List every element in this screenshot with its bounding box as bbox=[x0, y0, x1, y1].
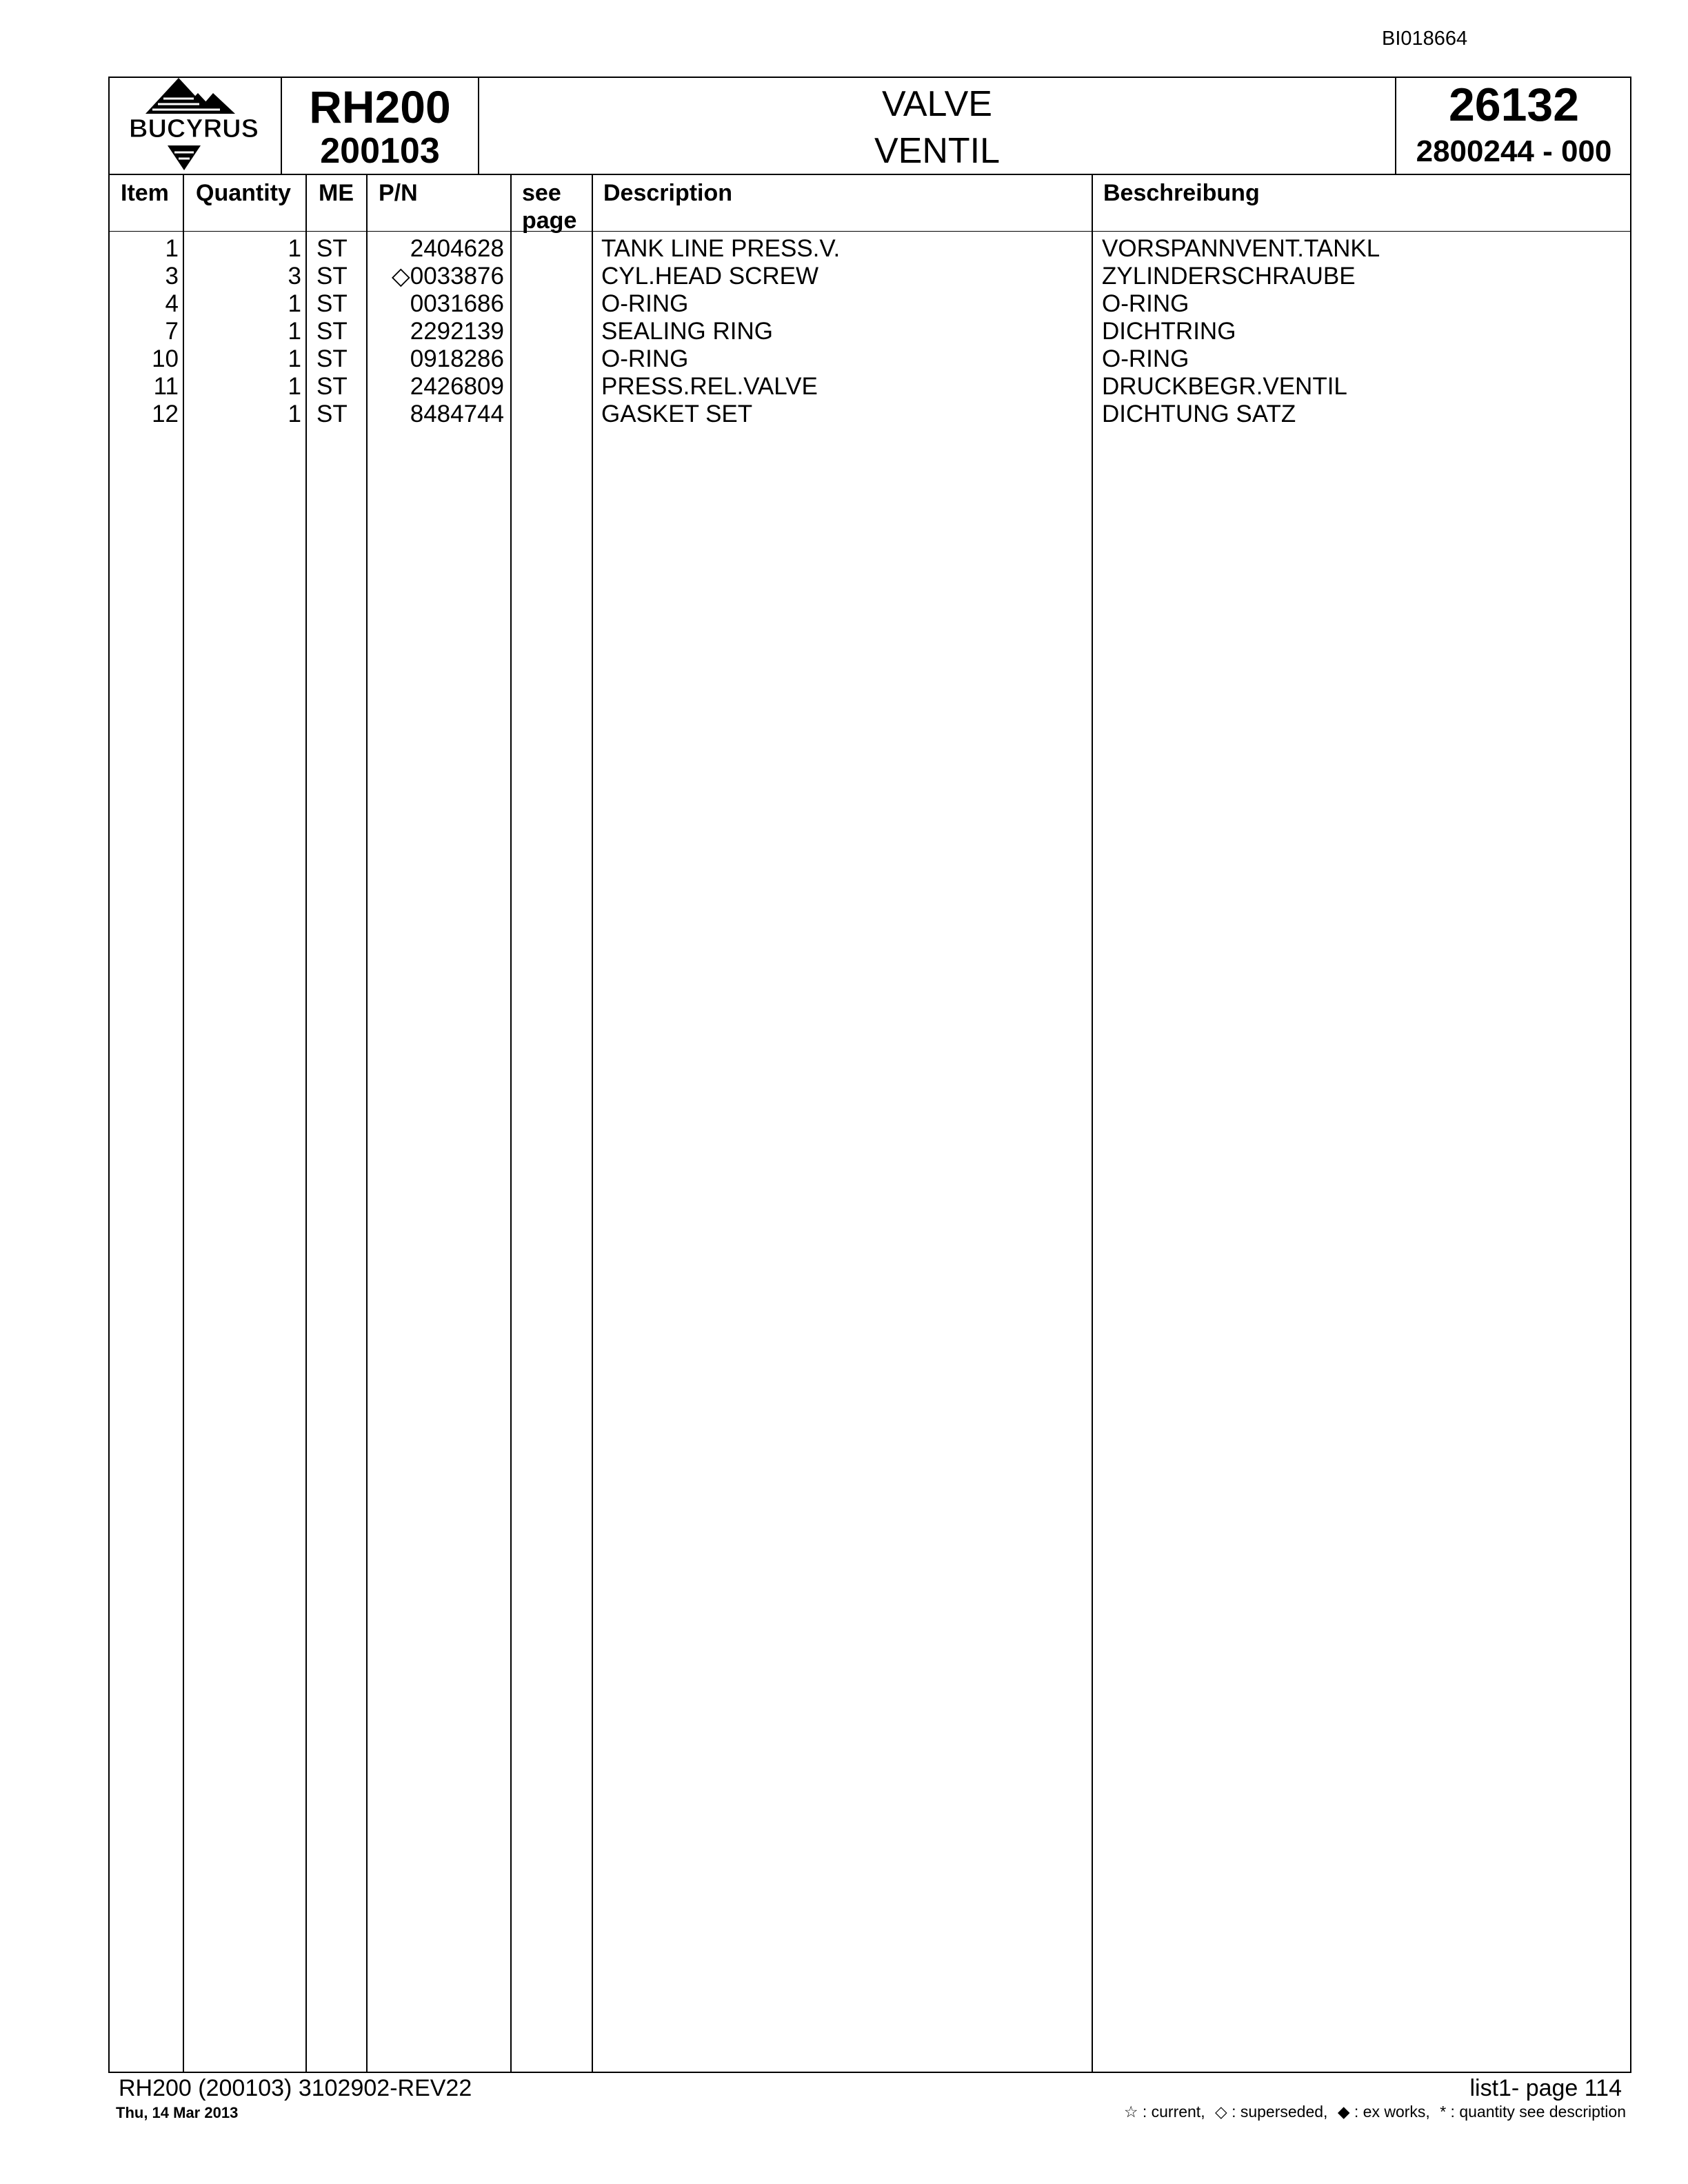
cell-quantity: 1 bbox=[288, 345, 301, 372]
cell-quantity: 1 bbox=[288, 373, 301, 400]
table-row bbox=[110, 290, 1630, 318]
cell-item: 3 bbox=[165, 263, 179, 290]
column-divider bbox=[510, 175, 512, 2072]
cell-description: SEALING RING bbox=[601, 318, 773, 345]
cell-quantity: 1 bbox=[288, 401, 301, 427]
cell-item: 11 bbox=[153, 373, 179, 400]
column-beschreibung: Beschreibung bbox=[1103, 180, 1260, 206]
column-divider bbox=[305, 175, 307, 2072]
parts-list-sheet bbox=[108, 77, 1631, 2073]
column-divider bbox=[592, 175, 593, 2072]
table-row bbox=[110, 373, 1630, 401]
table-row bbox=[110, 263, 1630, 290]
footer-page-number: list1- page 114 bbox=[1469, 2075, 1622, 2101]
cell-me: ST bbox=[316, 290, 348, 317]
cell-beschreibung: O-RING bbox=[1102, 345, 1189, 372]
bucyrus-logo bbox=[110, 78, 279, 174]
table-row bbox=[110, 345, 1630, 373]
title-german: VENTIL bbox=[874, 131, 1001, 171]
cell-part-number: 2292139 bbox=[410, 318, 504, 345]
column-header-row bbox=[110, 175, 1630, 232]
cell-item: 7 bbox=[165, 318, 179, 345]
cell-item: 4 bbox=[165, 290, 179, 317]
group-number-cell bbox=[1396, 78, 1631, 174]
symbol-legend bbox=[1124, 2103, 1631, 2121]
cell-item: 1 bbox=[165, 235, 179, 262]
legend-superseded: ◇ : superseded, bbox=[1214, 2103, 1328, 2121]
model-number: RH200 bbox=[309, 81, 451, 132]
column-pn: P/N bbox=[379, 180, 418, 206]
cell-beschreibung: DICHTUNG SATZ bbox=[1102, 401, 1296, 427]
assembly-number: 2800244 - 000 bbox=[1416, 134, 1612, 168]
column-divider bbox=[366, 175, 368, 2072]
column-me: ME bbox=[319, 180, 354, 206]
column-description: Description bbox=[603, 180, 733, 206]
document-id: BI018664 bbox=[1382, 28, 1468, 50]
column-see-label: see bbox=[522, 180, 561, 206]
cell-beschreibung: O-RING bbox=[1102, 290, 1189, 317]
cell-description: O-RING bbox=[601, 290, 689, 317]
cell-item: 10 bbox=[152, 345, 179, 372]
cell-quantity: 1 bbox=[288, 290, 301, 317]
cell-part-number: 2404628 bbox=[410, 235, 504, 262]
cell-beschreibung: ZYLINDERSCHRAUBE bbox=[1102, 263, 1356, 290]
cell-part-number: ◇0033876 bbox=[391, 263, 504, 290]
cell-me: ST bbox=[316, 401, 348, 427]
column-divider bbox=[183, 175, 184, 2072]
cell-me: ST bbox=[316, 345, 348, 372]
logo-cell bbox=[110, 78, 282, 174]
table-row bbox=[110, 401, 1630, 428]
column-page-label: page bbox=[522, 208, 577, 234]
cell-description: GASKET SET bbox=[601, 401, 753, 427]
cell-quantity: 1 bbox=[288, 235, 301, 262]
cell-part-number: 0031686 bbox=[410, 290, 504, 317]
cell-description: PRESS.REL.VALVE bbox=[601, 373, 818, 400]
cell-quantity: 3 bbox=[288, 263, 301, 290]
cell-me: ST bbox=[316, 263, 348, 290]
model-cell bbox=[282, 78, 479, 174]
column-see-page bbox=[522, 179, 576, 234]
cell-beschreibung: VORSPANNVENT.TANKL bbox=[1102, 235, 1380, 262]
title-english: VALVE bbox=[882, 84, 992, 124]
serial-number: 200103 bbox=[320, 131, 440, 171]
header-block bbox=[110, 78, 1630, 175]
legend-current: ☆ : current, bbox=[1123, 2103, 1205, 2121]
table-row bbox=[110, 318, 1630, 345]
cell-beschreibung: DICHTRING bbox=[1102, 318, 1236, 345]
group-number: 26132 bbox=[1448, 79, 1580, 131]
cell-item: 12 bbox=[152, 401, 179, 427]
cell-beschreibung: DRUCKBEGR.VENTIL bbox=[1102, 373, 1347, 400]
column-divider bbox=[1092, 175, 1093, 2072]
logo-text: BUCYRUS bbox=[129, 114, 259, 143]
cell-part-number: 8484744 bbox=[410, 401, 504, 427]
cell-description: O-RING bbox=[601, 345, 689, 372]
legend-ex-works: ◆ : ex works, bbox=[1337, 2103, 1430, 2121]
footer-date: Thu, 14 Mar 2013 bbox=[116, 2104, 239, 2121]
cell-description: TANK LINE PRESS.V. bbox=[601, 235, 841, 262]
column-item: Item bbox=[121, 180, 169, 206]
legend-quantity: * : quantity see description bbox=[1440, 2103, 1626, 2121]
footer-reference: RH200 (200103) 3102902-REV22 bbox=[119, 2075, 472, 2101]
cell-me: ST bbox=[316, 373, 348, 400]
cell-part-number: 2426809 bbox=[410, 373, 504, 400]
cell-part-number: 0918286 bbox=[410, 345, 504, 372]
cell-quantity: 1 bbox=[288, 318, 301, 345]
column-quantity: Quantity bbox=[196, 180, 291, 206]
title-cell bbox=[479, 78, 1396, 174]
cell-description: CYL.HEAD SCREW bbox=[601, 263, 819, 290]
table-row bbox=[110, 235, 1630, 263]
cell-me: ST bbox=[316, 318, 348, 345]
cell-me: ST bbox=[316, 235, 348, 262]
